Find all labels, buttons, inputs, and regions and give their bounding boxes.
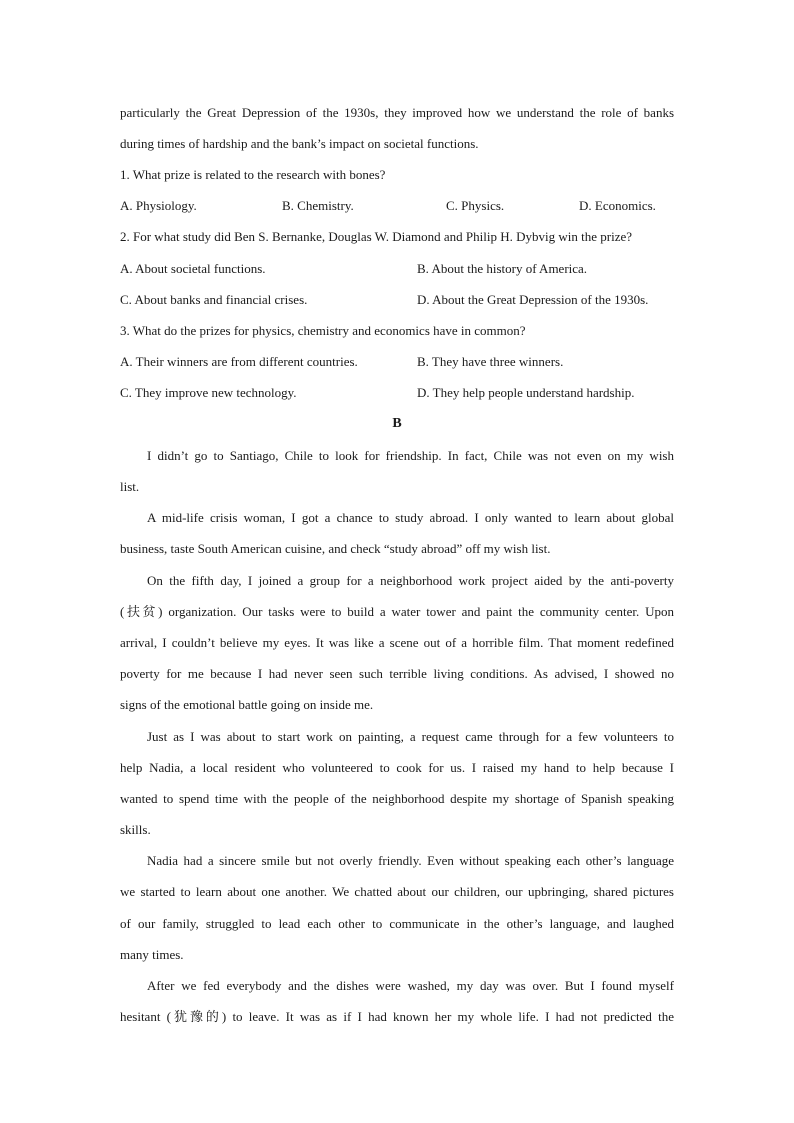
question-1-stem: 1. What prize is related to the research with bones? bbox=[120, 167, 386, 182]
question-1-option-a: A. Physiology. bbox=[120, 198, 197, 213]
passage-b-line: I didn’t go to Santiago, Chile to look for friendship. In fact, Chile was not even on my wish bbox=[147, 448, 674, 463]
passage-b-line: (扶贫) organization. Our tasks were to build a water tower and paint the community center. Upon bbox=[120, 604, 674, 619]
passage-b-line: poverty for me because I had never seen such terrible living conditions. As advised, I showed no bbox=[120, 666, 674, 681]
question-2-option-a: A. About societal functions. bbox=[120, 261, 266, 276]
question-2-stem: 2. For what study did Ben S. Bernanke, Douglas W. Diamond and Philip H. Dybvig win the prize? bbox=[120, 229, 633, 244]
question-3-option-a: A. Their winners are from different countries. bbox=[120, 354, 358, 369]
passage-b-line: wanted to spend time with the people of the neighborhood despite my shortage of Spanish speaking bbox=[120, 791, 674, 806]
passage-b-line: Nadia had a sincere smile but not overly friendly. Even without speaking each other’s language bbox=[147, 853, 674, 868]
passage-b-line: arrival, I couldn’t believe my eyes. It was like a scene out of a horrible film. That moment redefined bbox=[120, 635, 674, 650]
passage-b-line: business, taste South American cuisine, and check “study abroad” off my wish list. bbox=[120, 541, 551, 556]
question-1-option-d: D. Economics. bbox=[579, 198, 656, 213]
section-b-heading: B bbox=[392, 416, 402, 431]
question-3-option-d: D. They help people understand hardship. bbox=[417, 385, 635, 400]
passage-b-line: hesitant (犹豫的) to leave. It was as if I had known her my whole life. I had not predicted the bbox=[120, 1009, 674, 1024]
question-3-option-b: B. They have three winners. bbox=[417, 354, 564, 369]
passage-b-line: many times. bbox=[120, 947, 184, 962]
passage-b-line: of our family, struggled to lead each other to communicate in the other’s language, and laughed bbox=[120, 916, 674, 931]
passage-b-line: list. bbox=[120, 479, 140, 494]
question-1-option-b: B. Chemistry. bbox=[282, 198, 354, 213]
question-3-stem: 3. What do the prizes for physics, chemistry and economics have in common? bbox=[120, 323, 526, 338]
question-2-option-b: B. About the history of America. bbox=[417, 261, 588, 276]
question-2-option-c: C. About banks and financial crises. bbox=[120, 292, 308, 307]
passage-b-line: skills. bbox=[120, 822, 151, 837]
passage-b-line: we started to learn about one another. We chatted about our children, our upbringing, shared pictures bbox=[120, 884, 674, 899]
question-2-option-d: D. About the Great Depression of the 1930s. bbox=[417, 292, 649, 307]
passage-b-line: help Nadia, a local resident who volunteered to cook for us. I raised my hand to help because I bbox=[120, 760, 674, 775]
passage-b-line: signs of the emotional battle going on inside me. bbox=[120, 697, 374, 712]
passage-a-line: particularly the Great Depression of the 1930s, they improved how we understand the role of banks bbox=[120, 105, 674, 120]
passage-b-line: A mid-life crisis woman, I got a chance to study abroad. I only wanted to learn about global bbox=[147, 510, 674, 525]
passage-a-line: during times of hardship and the bank’s impact on societal functions. bbox=[120, 136, 479, 151]
question-1-option-c: C. Physics. bbox=[446, 198, 505, 213]
question-3-option-c: C. They improve new technology. bbox=[120, 385, 297, 400]
passage-b-line: After we fed everybody and the dishes were washed, my day was over. But I found myself bbox=[147, 978, 674, 993]
passage-b-line: Just as I was about to start work on painting, a request came through for a few volunteers to bbox=[147, 729, 674, 744]
passage-b-line: On the fifth day, I joined a group for a neighborhood work project aided by the anti-poverty bbox=[147, 573, 674, 588]
